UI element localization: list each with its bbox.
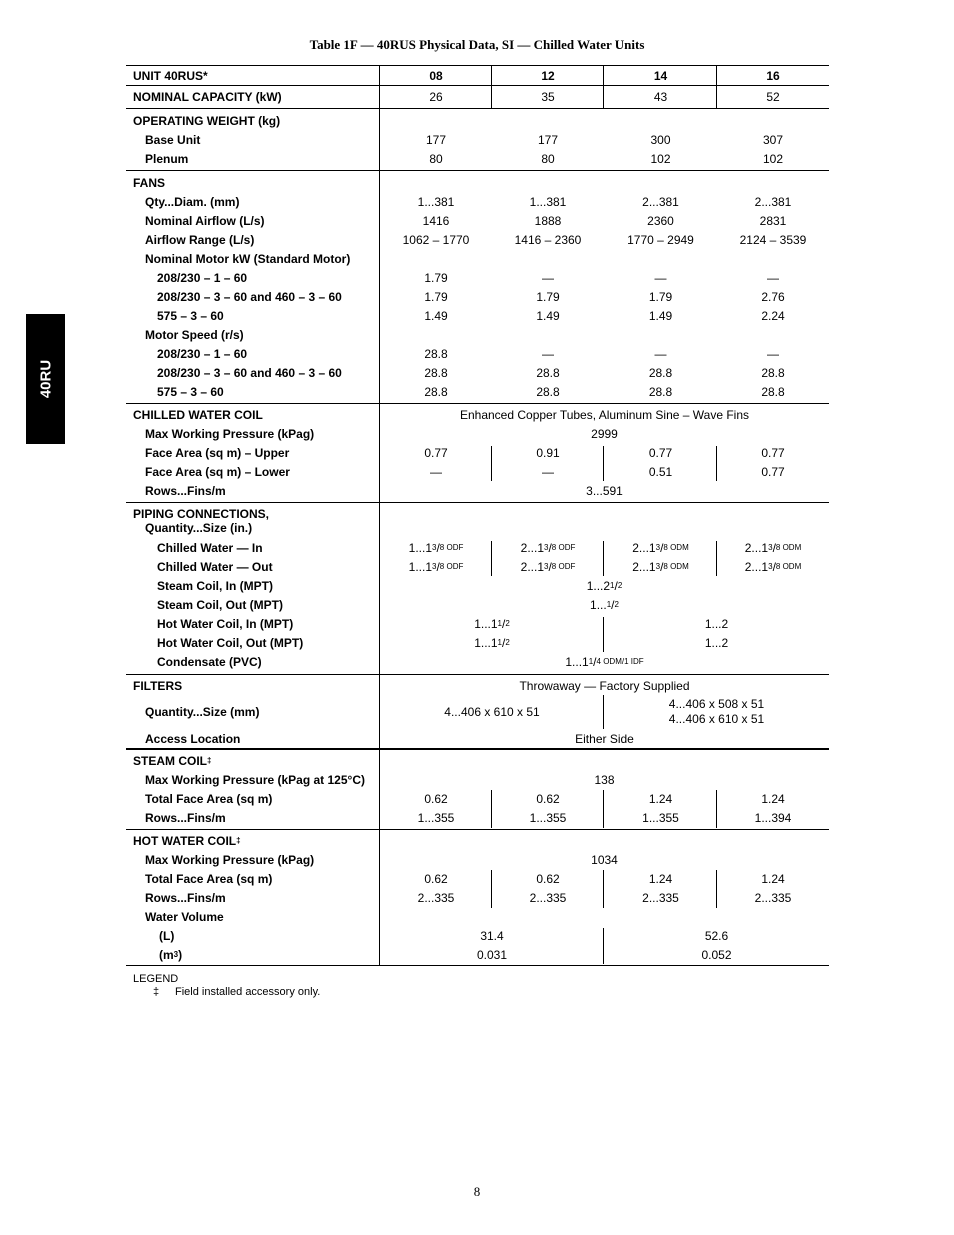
motor-kw-value: 1.79 [424,270,448,285]
motor-kw-575-row [126,306,829,325]
hw-rows-value: 2...335 [642,890,679,905]
motor-speed-value: 28.8 [648,365,673,380]
piping-label: PIPING CONNECTIONS, [133,506,270,521]
hw-out-label: Hot Water Coil, Out (MPT) [157,635,304,650]
steam-rows-value: 1...355 [417,810,455,825]
hw-in-row [126,614,829,633]
motor-kw-value: 2.24 [761,308,785,323]
base-unit-value: 307 [762,132,784,147]
face-area-upper-value: 0.77 [424,445,448,460]
cw-in-value: 1...1 3 / 8 ODF [408,540,464,555]
hw-area-value: 0.62 [424,871,448,886]
cw-in-value: 2...1 3 / 8 ODM [744,540,802,555]
weight-label: OPERATING WEIGHT (kg) [133,113,281,128]
physical-data-table [126,65,829,966]
motor-speed-value: 28.8 [761,365,785,380]
hw-area-label: Total Face Area (sq m) [145,871,273,886]
filter-size-value: 4...406 x 508 x 51 4...406 x 610 x 51 [668,697,765,726]
cw-rows-fins-label: Rows...Fins/m [145,483,226,498]
filter-size-label: Quantity...Size (mm) [145,705,260,719]
weight-section [126,108,829,170]
hw-mwp-value: 1034 [591,852,618,867]
cw-out-row [126,557,829,576]
steam-mwp-label: Max Working Pressure (kPag at 125°C) [145,772,365,787]
voltage-label: 208/230 – 1 – 60 [157,346,248,361]
hw-out-row [126,633,829,652]
fans-section [126,170,829,403]
weight-header-row [126,111,829,130]
steam-out-value: 1... 1 / 2 [590,597,619,612]
motor-kw-value: — [542,270,554,285]
motor-kw-value: 1.79 [648,289,673,304]
base-unit-label: Base Unit [145,132,201,147]
steam-out-label: Steam Coil, Out (MPT) [157,597,283,612]
steam-coil-header-row [126,751,829,770]
capacity-section [126,85,829,108]
steam-rows-label: Rows...Fins/m [145,810,226,825]
hw-coil-label: HOT WATER COIL ‡ [133,833,241,848]
cw-in-label: Chilled Water — In [157,540,263,555]
base-unit-value: 177 [425,132,447,147]
steam-in-value: 1...2 1 / 2 [586,578,623,593]
face-area-lower-row [126,462,829,481]
face-area-upper-label: Face Area (sq m) – Upper [145,445,290,460]
fans-label: FANS [133,175,166,190]
filter-size-row [126,695,829,729]
capacity-value: 35 [541,90,555,104]
cw-coil-header-row [126,405,829,424]
filters-description: Throwaway — Factory Supplied [519,678,690,693]
face-area-upper-value: 0.77 [648,445,673,460]
cw-in-value: 2...1 3 / 8 ODF [520,540,576,555]
access-location-value: Either Side [575,731,634,746]
motor-speed-value: — [767,346,779,361]
cw-mwp-value: 2999 [591,426,618,441]
hw-in-label: Hot Water Coil, In (MPT) [157,616,294,631]
steam-out-row [126,595,829,614]
col-16: 16 [766,68,780,83]
motor-speed-575-row [126,382,829,401]
filters-label: FILTERS [133,678,183,693]
face-area-upper-row [126,443,829,462]
footnote-mark: ‡ [153,986,160,998]
piping-subheader-row [126,521,829,538]
side-tab-label: 40RU [37,359,54,399]
motor-speed-value: 28.8 [424,365,448,380]
steam-coil-section [126,748,829,829]
cw-rows-fins-value: 3...591 [586,483,623,498]
motor-kw-3ph-row [126,287,829,306]
hw-rows-label: Rows...Fins/m [145,890,226,905]
motor-kw-value: 1.79 [424,289,448,304]
hw-in-value: 1...2 [704,616,729,631]
water-volume-row [126,907,829,926]
airflow-range-row [126,230,829,249]
access-location-row [126,729,829,748]
steam-rows-value: 1...355 [529,810,567,825]
header-section [126,65,829,85]
voltage-label: 208/230 – 3 – 60 and 460 – 3 – 60 [157,289,342,304]
airflow-label: Nominal Airflow (L/s) [145,213,265,228]
airflow-value: 2831 [759,213,787,228]
face-area-upper-value: 0.91 [536,445,560,460]
footnote-text: Field installed accessory only. [175,986,321,998]
motor-kw-value: — [654,270,667,285]
motor-kw-row [126,249,829,268]
cw-out-value: 2...1 3 / 8 ODM [632,559,689,574]
hw-out-value: 1...1 1 / 2 [474,635,510,650]
hw-mwp-row [126,850,829,869]
hw-coil-header-row [126,831,829,850]
condensate-label: Condensate (PVC) [157,654,262,669]
base-unit-value: 177 [537,132,559,147]
water-volume-label: Water Volume [145,909,224,924]
airflow-range-value: 2124 – 3539 [739,232,807,247]
fans-qty-label: Qty...Diam. (mm) [145,194,240,209]
motor-kw-value: 1.49 [424,308,448,323]
motor-speed-value: 28.8 [424,346,448,361]
col-12: 12 [541,68,555,83]
cw-coil-label: CHILLED WATER COIL [133,407,263,422]
filters-section [126,674,829,748]
plenum-value: 80 [541,151,555,166]
motor-speed-value: — [542,346,554,361]
motor-kw-label: Nominal Motor kW (Standard Motor) [145,251,351,266]
hot-water-coil-section [126,829,829,966]
cw-out-label: Chilled Water — Out [157,559,273,574]
face-area-upper-value: 0.77 [761,445,785,460]
steam-area-value: 0.62 [424,791,448,806]
hw-rows-value: 2...335 [754,890,792,905]
base-unit-value: 300 [650,132,671,147]
motor-speed-value: 28.8 [536,365,560,380]
hw-rows-row [126,888,829,907]
steam-rows-row [126,808,829,827]
motor-kw-value: 1.79 [536,289,560,304]
piping-header-row [126,506,829,521]
filter-size-value: 4...406 x 610 x 51 [444,705,540,719]
motor-kw-value: — [767,270,779,285]
capacity-value: 43 [653,90,668,104]
legend-title: LEGEND [133,973,179,985]
motor-speed-value: 28.8 [761,384,785,399]
fans-qty-value: 1...381 [529,194,567,209]
steam-area-value: 0.62 [536,791,560,806]
capacity-value: 52 [766,90,780,104]
airflow-value: 1416 [422,213,450,228]
hw-mwp-label: Max Working Pressure (kPag) [145,852,315,867]
condensate-value: 1...1 1 / 4 ODM/1 IDF [565,654,644,669]
voltage-label: 208/230 – 1 – 60 [157,270,248,285]
header-row [126,66,829,85]
steam-rows-value: 1...394 [754,810,792,825]
steam-coil-label: STEAM COIL ‡ [133,753,212,768]
water-volume-m3-label: (m 3 ) [159,947,183,962]
motor-kw-value: 1.49 [536,308,560,323]
water-volume-m3-value: 0.031 [476,947,508,962]
steam-area-row [126,789,829,808]
steam-rows-value: 1...355 [642,810,679,825]
steam-area-value: 1.24 [761,791,785,806]
chilled-water-coil-section [126,403,829,502]
table-title: Table 1F — 40RUS Physical Data, SI — Chilled Water Units [309,37,645,52]
face-area-lower-value: 0.51 [648,464,673,479]
face-area-lower-value: — [542,464,554,479]
hw-area-value: 1.24 [648,871,673,886]
water-volume-l-value: 52.6 [704,928,729,943]
fans-header-row [126,173,829,192]
water-volume-m3-value: 0.052 [701,947,732,962]
water-volume-m3-row [126,945,829,964]
water-volume-l-row [126,926,829,945]
hw-area-row [126,869,829,888]
cw-in-value: 2...1 3 / 8 ODM [632,540,689,555]
col-08: 08 [429,68,443,83]
steam-area-label: Total Face Area (sq m) [145,791,273,806]
voltage-label: 575 – 3 – 60 [157,308,224,323]
cw-out-value: 2...1 3 / 8 ODF [520,559,576,574]
motor-speed-value: — [654,346,667,361]
condensate-row [126,652,829,671]
hw-rows-value: 2...335 [529,890,567,905]
motor-speed-value: 28.8 [424,384,448,399]
face-area-lower-label: Face Area (sq m) – Lower [145,464,290,479]
cw-out-value: 2...1 3 / 8 ODM [744,559,802,574]
filters-header-row [126,676,829,695]
hw-in-value: 1...1 1 / 2 [474,616,510,631]
steam-mwp-value: 138 [594,772,615,787]
face-area-lower-value: — [430,464,442,479]
motor-speed-1ph-row [126,344,829,363]
fans-qty-value: 2...381 [754,194,792,209]
page-number: 8 [473,1184,481,1199]
base-unit-row [126,130,829,149]
steam-in-label: Steam Coil, In (MPT) [157,578,274,593]
hw-area-value: 0.62 [536,871,560,886]
hw-out-value: 1...2 [704,635,729,650]
cw-coil-description: Enhanced Copper Tubes, Aluminum Sine – Wave Fins [459,407,750,422]
airflow-range-value: 1062 – 1770 [402,232,470,247]
cw-mwp-label: Max Working Pressure (kPag) [145,426,315,441]
face-area-lower-value: 0.77 [761,464,785,479]
capacity-value: 26 [429,90,443,104]
legend [133,973,320,998]
access-location-label: Access Location [145,731,241,746]
cw-out-value: 1...1 3 / 8 ODF [408,559,464,574]
motor-speed-3ph-row [126,363,829,382]
fans-qty-row [126,192,829,211]
capacity-row [126,86,829,108]
motor-kw-value: 1.49 [648,308,673,323]
plenum-value: 102 [650,151,671,166]
airflow-range-value: 1416 – 2360 [514,232,582,247]
motor-speed-row [126,325,829,344]
voltage-label: 575 – 3 – 60 [157,384,224,399]
motor-speed-value: 28.8 [536,384,560,399]
cw-rows-fins-row [126,481,829,500]
motor-kw-1ph-row [126,268,829,287]
motor-speed-label: Motor Speed (r/s) [145,327,244,342]
plenum-row [126,149,829,168]
side-tab [26,314,65,444]
hw-rows-value: 2...335 [417,890,455,905]
cw-mwp-row [126,424,829,443]
unit-label: UNIT 40RUS* [133,68,208,83]
cw-in-row [126,538,829,557]
footnote [133,986,320,998]
piping-section [126,502,829,674]
steam-mwp-row [126,770,829,789]
plenum-value: 80 [429,151,443,166]
motor-kw-value: 2.76 [761,289,785,304]
steam-in-row [126,576,829,595]
piping-quantity-size-label: Quantity...Size (in.) [145,521,253,535]
voltage-label: 208/230 – 3 – 60 and 460 – 3 – 60 [157,365,342,380]
airflow-row [126,211,829,230]
hw-area-value: 1.24 [761,871,785,886]
water-volume-l-value: 31.4 [480,928,504,943]
airflow-range-label: Airflow Range (L/s) [145,232,255,247]
airflow-value: 1888 [534,213,562,228]
fans-qty-value: 1...381 [417,194,455,209]
steam-area-value: 1.24 [648,791,673,806]
airflow-value: 2360 [647,213,674,228]
airflow-range-value: 1770 – 2949 [627,232,694,247]
water-volume-l-label: (L) [159,928,175,943]
motor-speed-value: 28.8 [648,384,673,399]
plenum-label: Plenum [145,151,189,166]
col-14: 14 [653,68,668,83]
plenum-value: 102 [762,151,784,166]
fans-qty-value: 2...381 [642,194,679,209]
capacity-label: NOMINAL CAPACITY (kW) [133,90,282,104]
